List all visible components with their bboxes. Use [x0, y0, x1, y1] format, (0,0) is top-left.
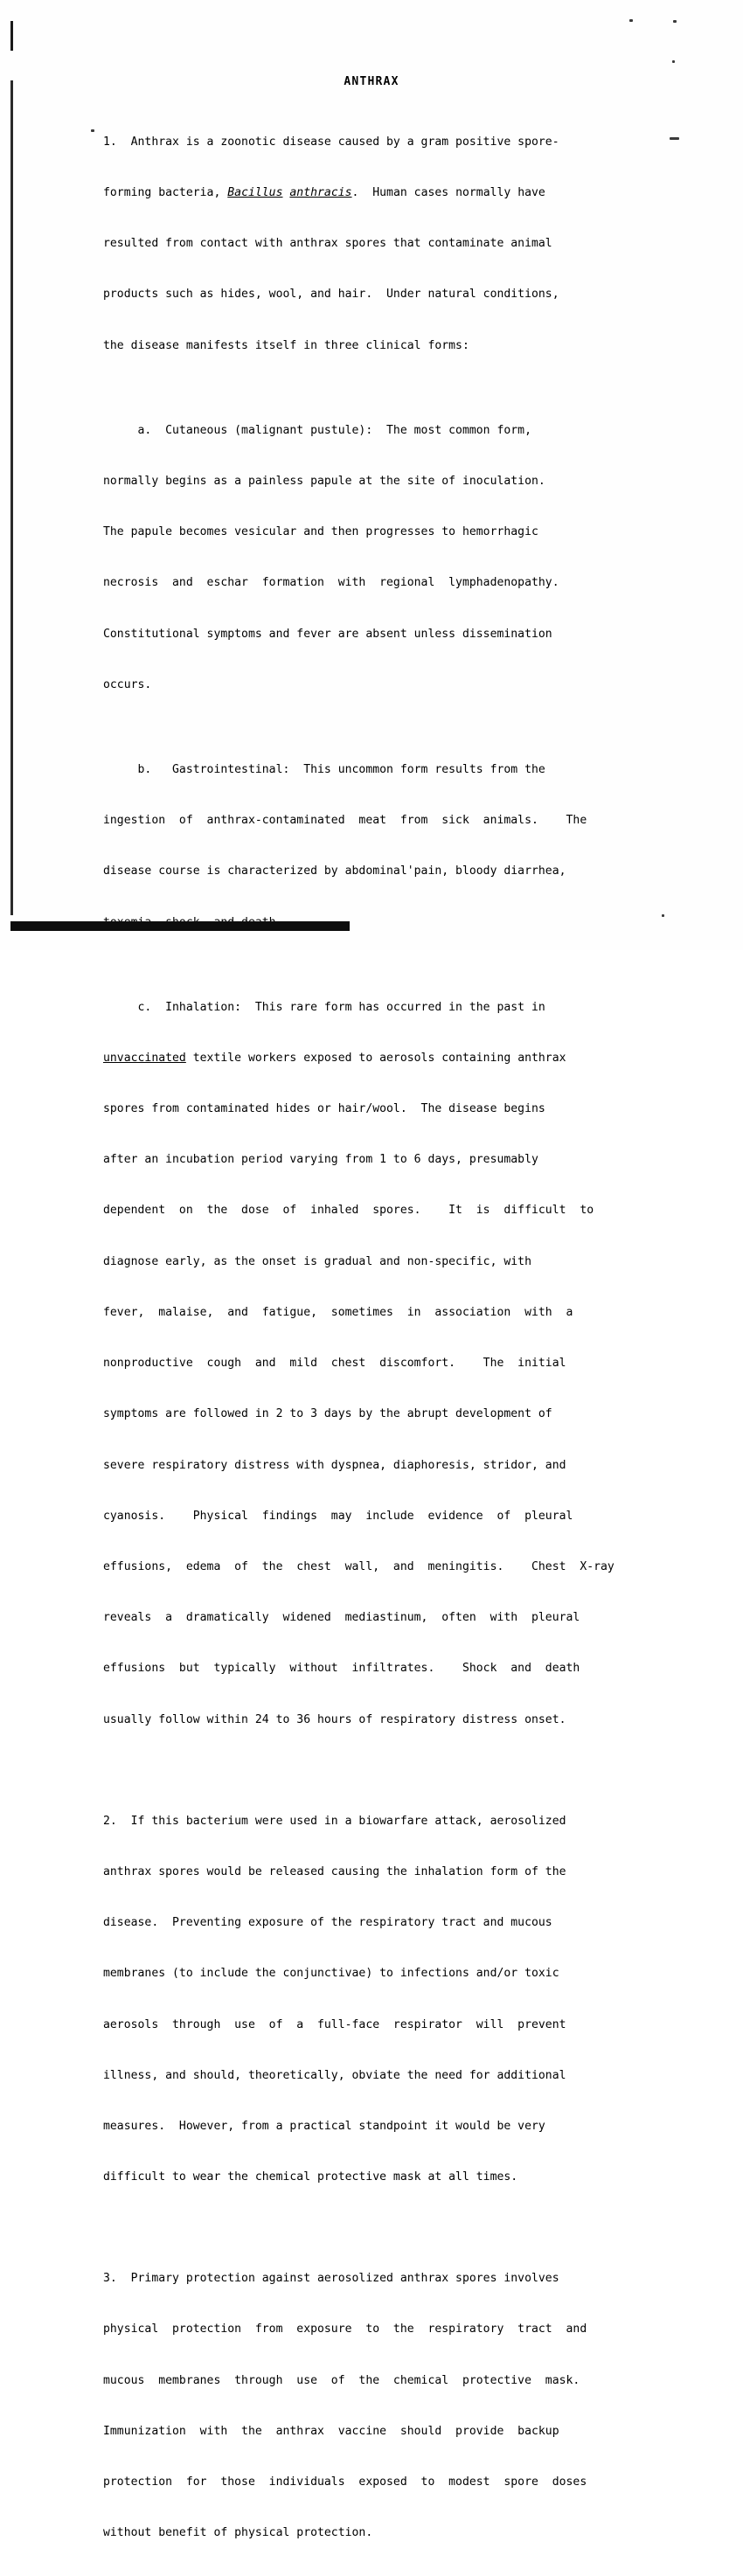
- text-line: necrosis and eschar formation with regional lymphadenopathy.: [103, 576, 559, 590]
- scan-speck: [91, 129, 94, 132]
- text-line: membranes (to include the conjunctivae) to infections and/or toxic: [103, 1967, 559, 1981]
- text-line: 2. If this bacterium were used in a biowarfare attack, aerosolized: [103, 1814, 566, 1828]
- paragraph-section-2: [103, 1779, 670, 2220]
- text-line: aerosols through use of a full-face respirator will prevent: [103, 2017, 566, 2031]
- text-line: a. Cutaneous (malignant pustule): The most common form,: [103, 423, 531, 437]
- scan-speck: [673, 20, 677, 23]
- text-line: 1. Anthrax is a zoonotic disease caused by a gram positive spore-: [103, 135, 559, 149]
- scan-speck: [629, 19, 633, 22]
- scan-speck: [670, 137, 679, 140]
- text-line: mucous membranes through use of the chemical protective mask.: [103, 2373, 580, 2387]
- text-line: anthrax spores would be released causing the inhalation form of the: [103, 1864, 566, 1878]
- text-line: spores from contaminated hides or hair/wool. The disease begins: [103, 1101, 545, 1115]
- text-line: protection for those individuals exposed to modest spore doses: [103, 2475, 587, 2489]
- paragraph-section-3: [103, 2236, 670, 2575]
- text-line: Constitutional symptoms and fever are absent unless dissemination: [103, 627, 552, 641]
- text-line: The papule becomes vesicular and then progresses to hemorrhagic: [103, 525, 538, 539]
- text-line: physical protection from exposure to the respiratory tract and: [103, 2323, 587, 2336]
- paragraph-subsection-c: [103, 965, 670, 1762]
- text-line: effusions, edema of the chest wall, and meningitis. Chest X-ray: [103, 1559, 615, 1573]
- text-line: cyanosis. Physical findings may include evidence of pleural: [103, 1509, 573, 1523]
- text-line: after an incubation period varying from 1 to 6 days, presumably: [103, 1153, 538, 1167]
- text-line: c. Inhalation: This rare form has occurred in the past in: [103, 1000, 545, 1014]
- text-line: usually follow within 24 to 36 hours of respiratory distress onset.: [103, 1712, 566, 1726]
- paragraph-spacer: [103, 2219, 670, 2236]
- text-line: diagnose early, as the onset is gradual and non-specific, with: [103, 1254, 531, 1268]
- text-line: the disease manifests itself in three clinical forms:: [103, 338, 469, 352]
- text-line: b. Gastrointestinal: This uncommon form results from the: [103, 762, 545, 776]
- text-line: disease course is characterized by abdominal'pain, bloody diarrhea,: [103, 864, 566, 878]
- text-line: severe respiratory distress with dyspnea, diaphoresis, stridor, and: [103, 1458, 566, 1472]
- text-line: symptoms are followed in 2 to 3 days by the abrupt development of: [103, 1407, 552, 1421]
- text-line: effusions but typically without infiltrates. Shock and death: [103, 1662, 580, 1676]
- text-line: Immunization with the anthrax vaccine should provide backup: [103, 2424, 559, 2438]
- text-line: difficult to wear the chemical protective mask at all times.: [103, 2170, 518, 2184]
- text-line: occurs.: [103, 677, 152, 691]
- text-line: nonproductive cough and mild chest discomfort. The initial: [103, 1357, 566, 1371]
- text-line: illness, and should, theoretically, obviate the need for additional: [103, 2068, 566, 2082]
- text-line: normally begins as a painless papule at the site of inoculation.: [103, 474, 545, 488]
- text-line: 3. Primary protection against aerosolized anthrax spores involves: [103, 2272, 559, 2286]
- text-line: dependent on the dose of inhaled spores. It is difficult to: [103, 1204, 594, 1218]
- text-line: fever, malaise, and fatigue, sometimes in association with a: [103, 1305, 573, 1319]
- text-line-with-underline: unvaccinated textile workers exposed to aerosols containing anthrax: [103, 1051, 566, 1065]
- text-line: products such as hides, wool, and hair. Under natural conditions,: [103, 288, 559, 302]
- text-line: measures. However, from a practical standpoint it would be very: [103, 2119, 545, 2133]
- text-line: disease. Preventing exposure of the respiratory tract and mucous: [103, 1916, 552, 1930]
- paragraph-section-1: [103, 100, 670, 388]
- text-line-with-italics: forming bacteria, Bacillus anthracis. Human cases normally have: [103, 186, 545, 200]
- text-line: ingestion of anthrax-contaminated meat from sick animals. The: [103, 814, 587, 828]
- scan-edge-mark-left: [10, 80, 13, 915]
- text-line: reveals a dramatically widened mediastinum, often with pleural: [103, 1611, 580, 1625]
- scan-bottom-bar: [10, 921, 350, 931]
- page-title: ANTHRAX: [344, 75, 399, 88]
- underlined-word: unvaccinated: [103, 1051, 186, 1065]
- paragraph-subsection-a: [103, 388, 670, 727]
- italic-genus: Bacillus: [227, 186, 283, 200]
- text-line: without benefit of physical protection.: [103, 2526, 373, 2540]
- document-body: [103, 100, 670, 2576]
- scan-speck: [672, 60, 675, 63]
- scan-edge-mark-top: [10, 21, 13, 51]
- paragraph-spacer: [103, 1762, 670, 1779]
- italic-epithet: anthracis: [289, 186, 352, 200]
- text-line: resulted from contact with anthrax spores that contaminate animal: [103, 237, 552, 251]
